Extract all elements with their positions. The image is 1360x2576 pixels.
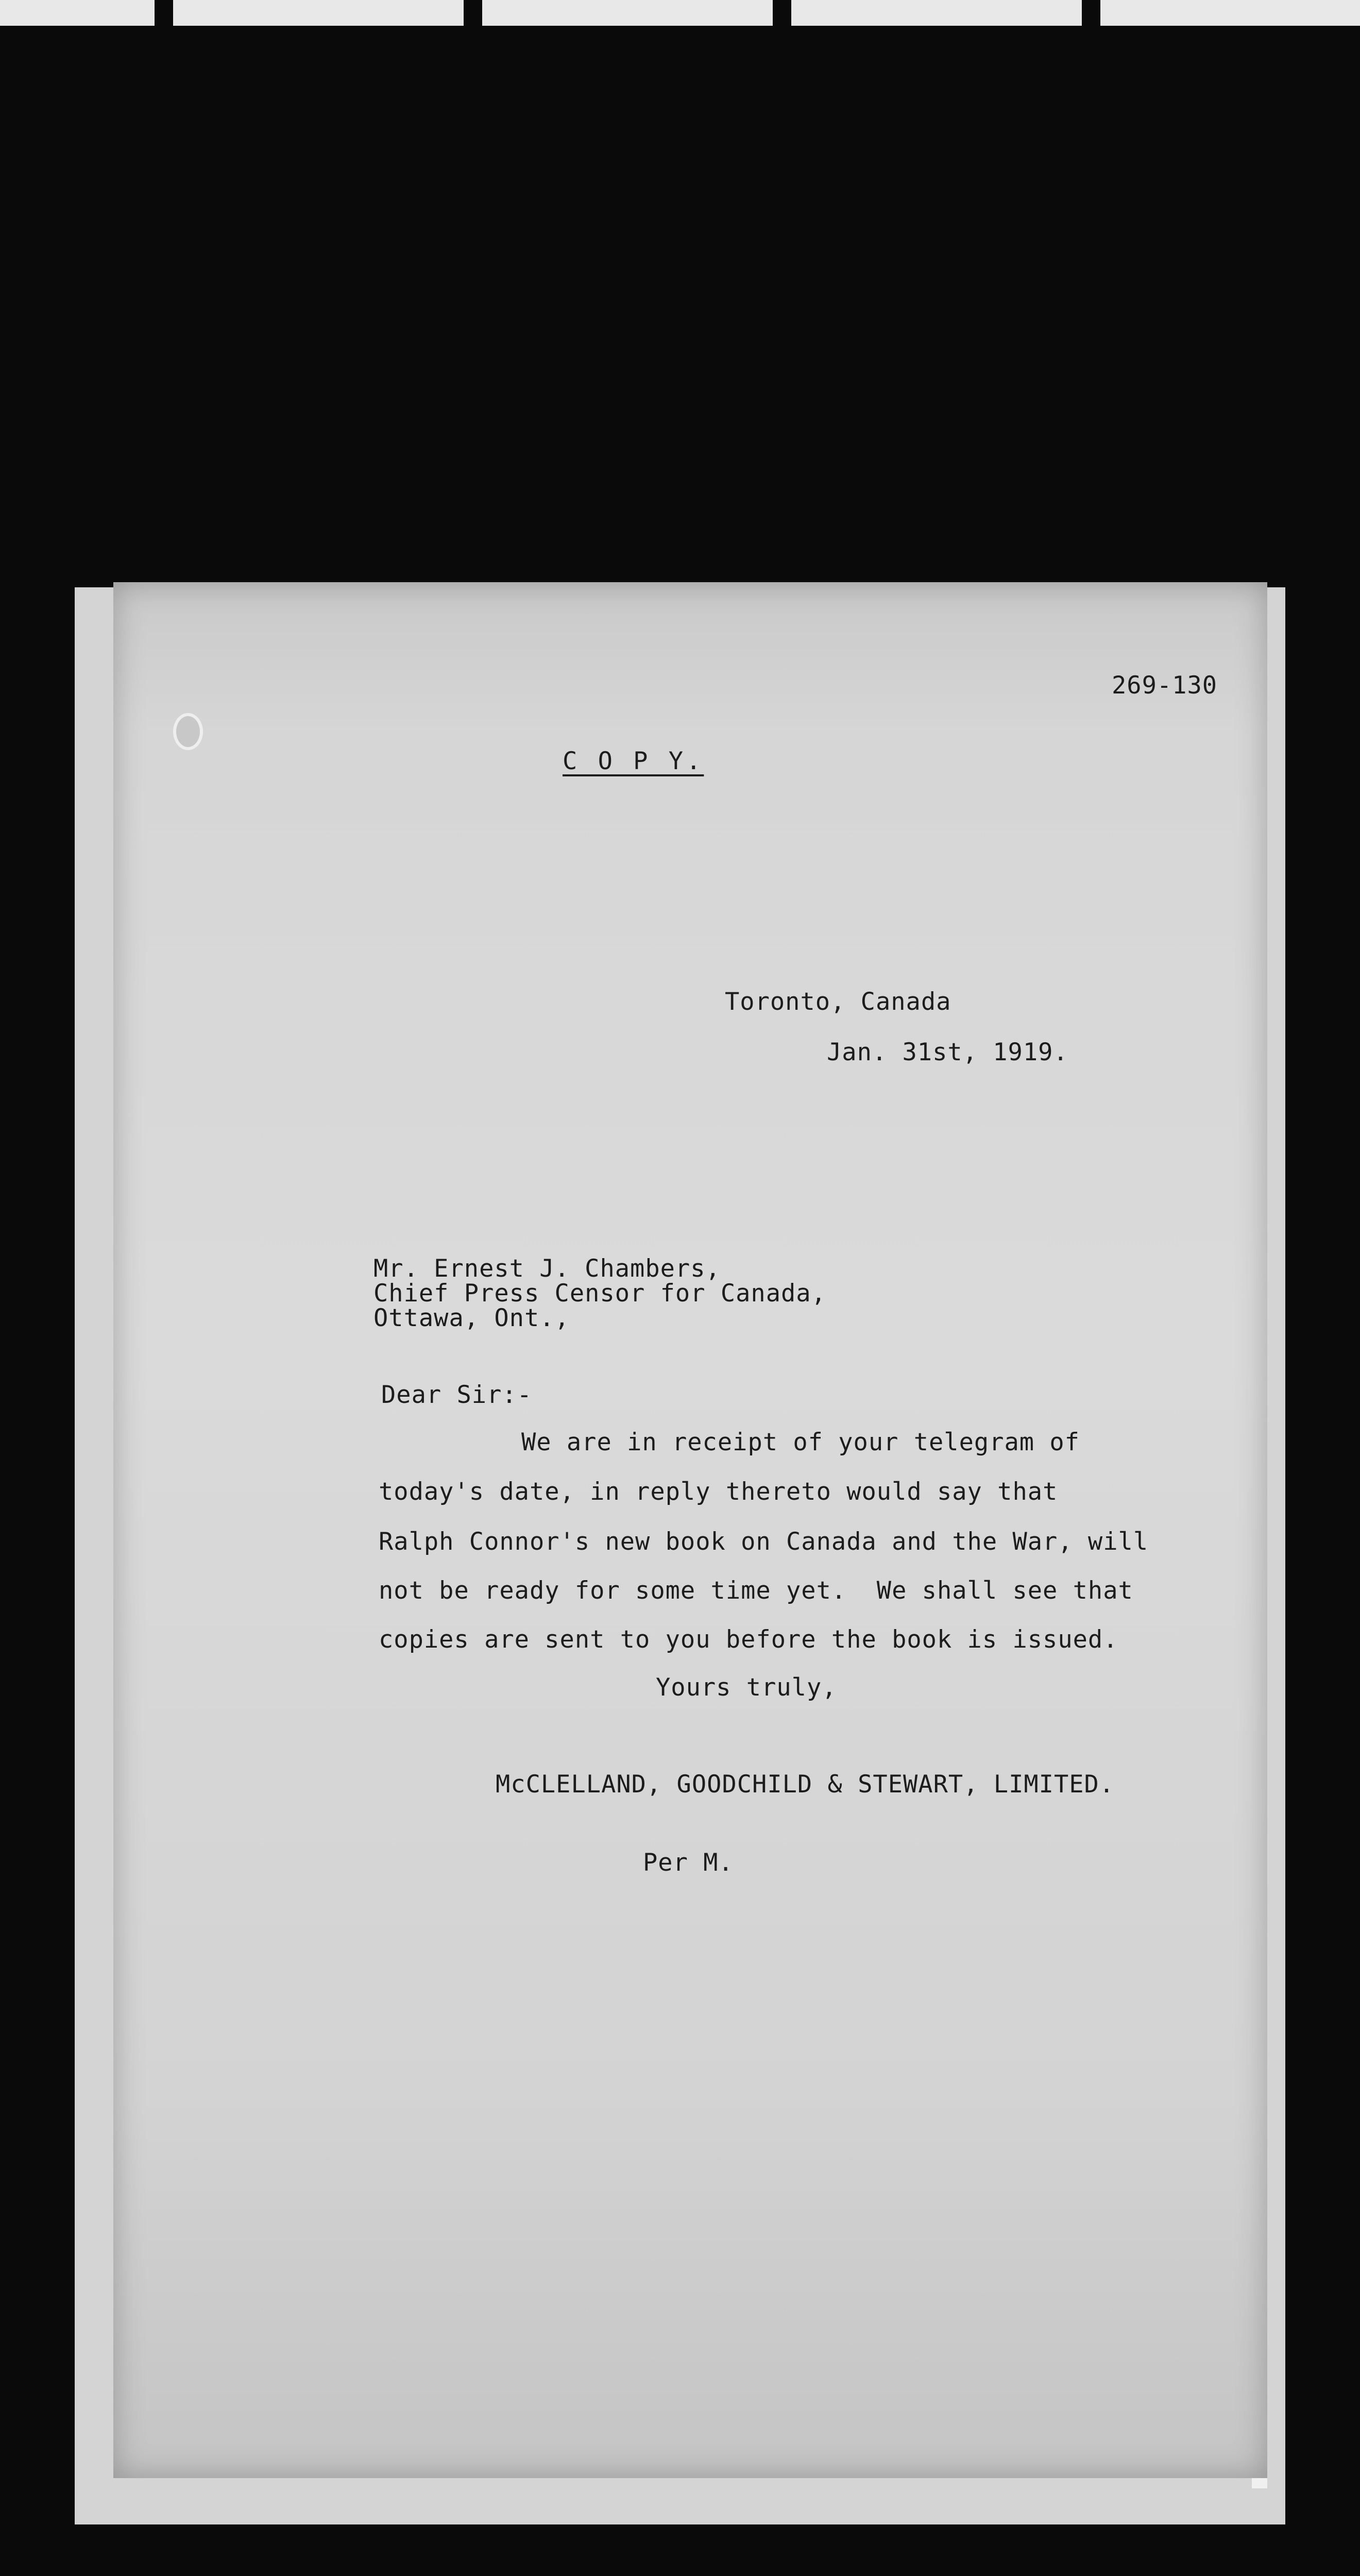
body-line: Ralph Connor's new book on Canada and the War, will xyxy=(379,1528,1149,1556)
film-notch xyxy=(1082,0,1100,26)
film-border-top xyxy=(0,0,1360,26)
address-line: Chief Press Censor for Canada, xyxy=(373,1279,826,1308)
address-line: Mr. Ernest J. Chambers, xyxy=(373,1255,721,1283)
film-notch xyxy=(464,0,482,26)
letter-date: Jan. 31st, 1919. xyxy=(827,1038,1068,1066)
copy-title: C O P Y. xyxy=(563,747,704,775)
company-name: McCLELLAND, GOODCHILD & STEWART, LIMITED. xyxy=(496,1770,1115,1799)
body-line: We are in receipt of your telegram of xyxy=(521,1428,1080,1456)
punch-hole xyxy=(173,713,203,750)
film-notch xyxy=(773,0,791,26)
closing: Yours truly, xyxy=(656,1673,837,1702)
body-line: today's date, in reply thereto would say that xyxy=(379,1478,1058,1506)
letter-place: Toronto, Canada xyxy=(725,988,951,1016)
body-line: not be ready for some time yet. We shall see that xyxy=(379,1577,1133,1605)
body-line: copies are sent to you before the book is issued. xyxy=(379,1625,1118,1654)
address-line: Ottawa, Ont., xyxy=(373,1304,570,1332)
signature: Per M. xyxy=(643,1849,734,1877)
file-number: 269-130 xyxy=(1112,671,1218,700)
film-notch xyxy=(155,0,173,26)
salutation: Dear Sir:- xyxy=(381,1381,532,1409)
